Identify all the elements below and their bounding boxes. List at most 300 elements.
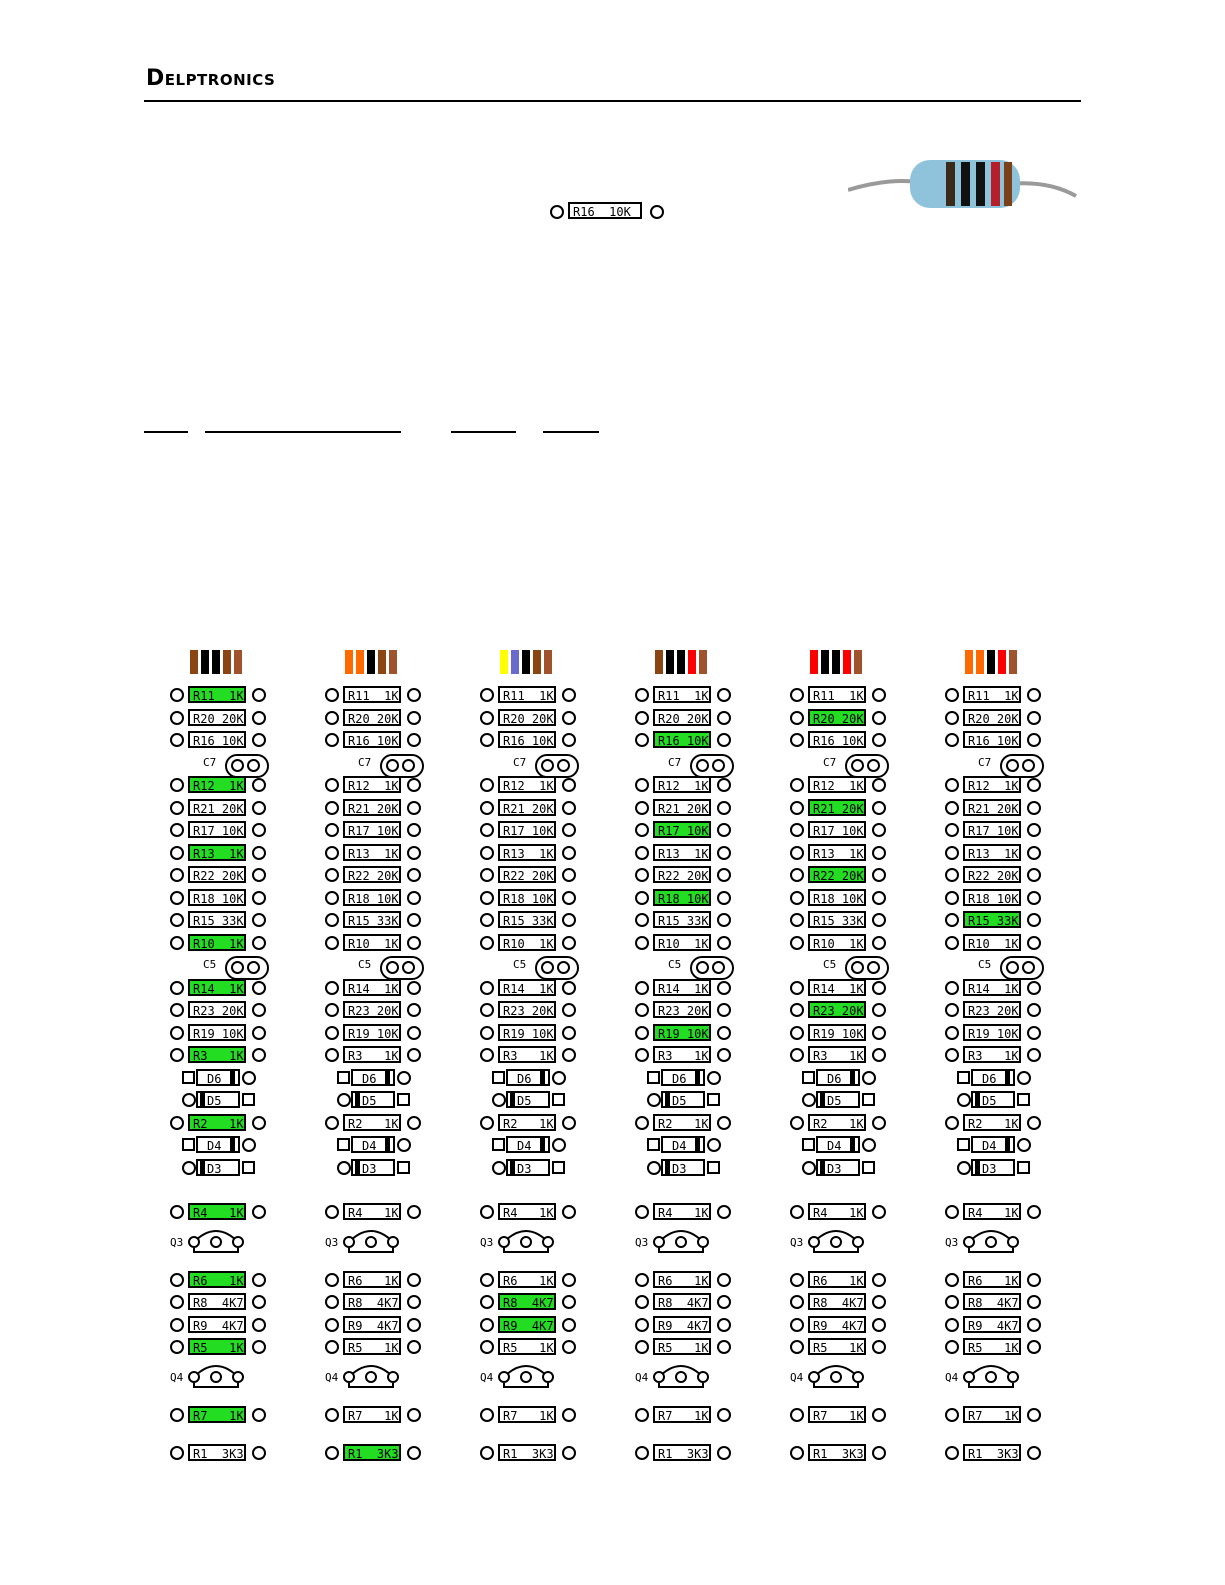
pad xyxy=(1027,733,1041,747)
pad xyxy=(252,891,266,905)
pad xyxy=(252,1318,266,1332)
pad xyxy=(562,1048,576,1062)
pad xyxy=(717,981,731,995)
resistor-label: R19 10K xyxy=(343,1024,401,1041)
resistor-R9 xyxy=(790,1316,900,1336)
resistor-R8 xyxy=(325,1293,435,1313)
pad xyxy=(790,1205,804,1219)
resistor-R7 xyxy=(480,1406,590,1426)
resistor-label: R6 1K xyxy=(343,1271,401,1288)
pad xyxy=(872,1295,886,1309)
resistor-label: R14 1K xyxy=(808,979,866,996)
resistor-label: R22 20K xyxy=(343,866,401,883)
resistor-R22 xyxy=(945,866,1055,886)
resistor-R15 xyxy=(480,911,590,931)
pad xyxy=(790,891,804,905)
diode-cathode-bar xyxy=(230,1071,235,1084)
diode-pad xyxy=(862,1161,875,1174)
resistor-label: R6 1K xyxy=(653,1271,711,1288)
diode-label: D4 xyxy=(816,1136,860,1153)
capacitor-outline xyxy=(1000,956,1044,980)
diode-pad xyxy=(647,1071,660,1084)
transistor-flat xyxy=(659,1383,703,1387)
pad xyxy=(480,1318,494,1332)
resistor-R8 xyxy=(945,1293,1055,1313)
pad xyxy=(252,1446,266,1460)
color-band xyxy=(677,650,685,674)
resistor-R8 xyxy=(790,1293,900,1313)
color-bands xyxy=(965,650,1017,674)
pad xyxy=(1027,801,1041,815)
pad xyxy=(562,1026,576,1040)
capacitor-outline xyxy=(225,956,269,980)
pad xyxy=(872,1026,886,1040)
resistor-label: R9 4K7 xyxy=(963,1316,1021,1333)
pad xyxy=(480,981,494,995)
resistor-label: R8 4K7 xyxy=(808,1293,866,1310)
resistor-R10 xyxy=(325,934,435,954)
resistor-label: R22 20K xyxy=(808,866,866,883)
transistor-pin xyxy=(233,1237,243,1247)
pad xyxy=(872,1318,886,1332)
diode-D3 xyxy=(635,1159,745,1179)
pad xyxy=(325,1295,339,1309)
pad xyxy=(945,733,959,747)
diode-cathode-bar xyxy=(820,1161,825,1174)
diode-label: D4 xyxy=(506,1136,550,1153)
pad xyxy=(325,1116,339,1130)
capacitor-pad xyxy=(867,961,880,974)
pad xyxy=(562,801,576,815)
transistor-Q3 xyxy=(945,1226,1055,1266)
column-3 xyxy=(480,650,600,1470)
resistor-R20 xyxy=(170,709,280,729)
pad xyxy=(790,801,804,815)
transistor-pin xyxy=(388,1237,398,1247)
transistor-outline xyxy=(494,1355,574,1395)
resistor-label: R16 10K xyxy=(653,731,711,748)
pad xyxy=(1027,1446,1041,1460)
resistor-R14 xyxy=(480,979,590,999)
transistor-pin xyxy=(853,1237,863,1247)
capacitor-C7 xyxy=(480,754,590,774)
resistor-R23 xyxy=(325,1001,435,1021)
capacitor-C5 xyxy=(945,956,1055,976)
transistor-pin xyxy=(521,1237,531,1247)
resistor-label: R18 10K xyxy=(343,889,401,906)
column-1 xyxy=(170,650,290,1470)
pad xyxy=(480,1446,494,1460)
resistor-R13 xyxy=(480,844,590,864)
pad xyxy=(480,1408,494,1422)
transistor-label: Q4 xyxy=(170,1370,184,1384)
capacitor-label: C7 xyxy=(978,755,992,769)
pad xyxy=(945,891,959,905)
pad xyxy=(635,1446,649,1460)
transistor-flat xyxy=(194,1383,238,1387)
transistor-flat xyxy=(349,1248,393,1252)
resistor-R14 xyxy=(790,979,900,999)
resistor-R20 xyxy=(325,709,435,729)
color-band xyxy=(201,650,209,674)
resistor-R9 xyxy=(170,1316,280,1336)
resistor-label: R12 1K xyxy=(653,776,711,793)
pad xyxy=(407,1026,421,1040)
color-band xyxy=(190,650,198,674)
transistor-pin xyxy=(543,1372,553,1382)
pad xyxy=(945,801,959,815)
resistor-label: R14 1K xyxy=(963,979,1021,996)
pad xyxy=(170,688,184,702)
pad xyxy=(325,1340,339,1354)
capacitor-outline xyxy=(380,754,424,778)
pad xyxy=(1027,1318,1041,1332)
resistor-R14 xyxy=(170,979,280,999)
color-band xyxy=(1009,650,1017,674)
pad xyxy=(717,778,731,792)
pad xyxy=(717,823,731,837)
capacitor-outline xyxy=(225,754,269,778)
diode-label: D5 xyxy=(506,1091,550,1108)
color-band xyxy=(987,650,995,674)
pad xyxy=(945,936,959,950)
pad xyxy=(252,1273,266,1287)
resistor-label: R19 10K xyxy=(188,1024,246,1041)
resistor-label: R22 20K xyxy=(963,866,1021,883)
transistor-pin xyxy=(986,1237,996,1247)
resistor-label: R13 1K xyxy=(963,844,1021,861)
resistor-R14 xyxy=(945,979,1055,999)
pad xyxy=(252,823,266,837)
transistor-flat xyxy=(969,1383,1013,1387)
pad xyxy=(562,846,576,860)
color-band xyxy=(821,650,829,674)
resistor-R2 xyxy=(790,1114,900,1134)
resistor-label: R13 1K xyxy=(498,844,556,861)
pad xyxy=(252,1205,266,1219)
color-band xyxy=(843,650,851,674)
resistor-label: R16 10K xyxy=(808,731,866,748)
transistor-pin xyxy=(676,1372,686,1382)
pad xyxy=(945,1048,959,1062)
pad xyxy=(945,823,959,837)
resistor-label: R11 1K xyxy=(498,686,556,703)
transistor-flat xyxy=(814,1248,858,1252)
pad xyxy=(635,778,649,792)
pad xyxy=(635,801,649,815)
resistor-label: R11 1K xyxy=(343,686,401,703)
diode-label: D4 xyxy=(351,1136,395,1153)
diode-cathode-bar xyxy=(510,1161,515,1174)
transistor-pin xyxy=(1008,1372,1018,1382)
resistor-label: R11 1K xyxy=(188,686,246,703)
resistor-R9 xyxy=(325,1316,435,1336)
diode-label: D6 xyxy=(816,1069,860,1086)
pad xyxy=(562,778,576,792)
resistor-R19 xyxy=(635,1024,745,1044)
pad xyxy=(562,688,576,702)
diode-pad xyxy=(802,1161,816,1175)
resistor-label: R18 10K xyxy=(653,889,711,906)
pad xyxy=(252,1048,266,1062)
pad xyxy=(872,1205,886,1219)
resistor-label: R19 10K xyxy=(653,1024,711,1041)
capacitor-label: C5 xyxy=(203,958,217,971)
resistor-R6 xyxy=(170,1271,280,1291)
resistor-label: R20 20K xyxy=(188,709,246,726)
resistor-label: R8 4K7 xyxy=(653,1293,711,1310)
resistor-label: R17 10K xyxy=(498,821,556,838)
resistor-label: R9 4K7 xyxy=(498,1316,556,1333)
color-band xyxy=(976,650,984,674)
transistor-label: Q3 xyxy=(945,1235,959,1249)
resistor-R23 xyxy=(170,1001,280,1021)
resistor-R14 xyxy=(325,979,435,999)
resistor-R19 xyxy=(790,1024,900,1044)
pad xyxy=(407,823,421,837)
pad xyxy=(562,1408,576,1422)
pad xyxy=(1027,868,1041,882)
resistor-R16 xyxy=(635,731,745,751)
pad xyxy=(717,711,731,725)
resistor-R18 xyxy=(480,889,590,909)
diode-label: D6 xyxy=(506,1069,550,1086)
resistor-R7 xyxy=(325,1406,435,1426)
diode-pad xyxy=(1017,1093,1030,1106)
pad xyxy=(562,868,576,882)
pad xyxy=(325,1026,339,1040)
pad xyxy=(945,711,959,725)
capacitor-pad xyxy=(1006,759,1019,772)
resistor-label: R10 1K xyxy=(808,934,866,951)
pad xyxy=(945,1026,959,1040)
resistor-label: R9 4K7 xyxy=(343,1316,401,1333)
resistor-label: R10 1K xyxy=(343,934,401,951)
pad xyxy=(325,1048,339,1062)
resistor-R18 xyxy=(945,889,1055,909)
resistor-R3 xyxy=(945,1046,1055,1066)
pad xyxy=(252,936,266,950)
resistor-R10 xyxy=(945,934,1055,954)
capacitor-pad xyxy=(402,961,415,974)
capacitor-pad xyxy=(851,961,864,974)
resistor-label: R4 1K xyxy=(188,1203,246,1220)
resistor-label: R11 1K xyxy=(808,686,866,703)
color-band xyxy=(533,650,541,674)
transistor-pin xyxy=(831,1372,841,1382)
resistor-label: R3 1K xyxy=(188,1046,246,1063)
transistor-pin xyxy=(499,1237,509,1247)
resistor-label: R4 1K xyxy=(343,1203,401,1220)
pad xyxy=(945,1003,959,1017)
color-bands xyxy=(500,650,552,674)
diode-cathode-bar xyxy=(385,1071,390,1084)
pad xyxy=(872,1340,886,1354)
pad xyxy=(945,688,959,702)
transistor-flat xyxy=(504,1248,548,1252)
color-bands xyxy=(345,650,397,674)
color-bands xyxy=(655,650,707,674)
resistor-label: R23 20K xyxy=(963,1001,1021,1018)
pad xyxy=(945,981,959,995)
transistor-Q3 xyxy=(480,1226,590,1266)
transistor-Q4 xyxy=(325,1361,435,1401)
pad xyxy=(252,688,266,702)
resistor-R15 xyxy=(790,911,900,931)
resistor-R20 xyxy=(790,709,900,729)
resistor-label: R15 33K xyxy=(188,911,246,928)
resistor-label: R5 1K xyxy=(343,1338,401,1355)
diode-cathode-bar xyxy=(695,1138,700,1151)
pad xyxy=(872,913,886,927)
pad xyxy=(480,1273,494,1287)
resistor-label: R12 1K xyxy=(498,776,556,793)
resistor-label: R23 20K xyxy=(188,1001,246,1018)
pad xyxy=(170,1026,184,1040)
transistor-flat xyxy=(349,1383,393,1387)
pad xyxy=(1027,823,1041,837)
transistor-pin xyxy=(388,1372,398,1382)
pad xyxy=(790,1116,804,1130)
transistor-pin xyxy=(964,1237,974,1247)
transistor-outline xyxy=(649,1355,729,1395)
pad xyxy=(407,1408,421,1422)
capacitor-C7 xyxy=(945,754,1055,774)
pad xyxy=(635,846,649,860)
transistor-label: Q4 xyxy=(635,1370,649,1384)
pad xyxy=(252,711,266,725)
resistor-R1 xyxy=(170,1444,280,1464)
diode-D4 xyxy=(480,1136,590,1156)
diode-pad xyxy=(802,1138,815,1151)
resistor-label: R3 1K xyxy=(963,1046,1021,1063)
resistor-R6 xyxy=(635,1271,745,1291)
diode-pad xyxy=(647,1138,660,1151)
pad xyxy=(945,913,959,927)
capacitor-C5 xyxy=(635,956,745,976)
resistor-label: R4 1K xyxy=(653,1203,711,1220)
transistor-outline xyxy=(959,1220,1039,1260)
transistor-outline xyxy=(804,1355,884,1395)
pad xyxy=(635,981,649,995)
diode-pad xyxy=(397,1161,410,1174)
diode-label: D3 xyxy=(506,1159,550,1176)
pad xyxy=(170,868,184,882)
pad xyxy=(170,1003,184,1017)
pad xyxy=(407,1048,421,1062)
pad xyxy=(717,733,731,747)
diode-D3 xyxy=(170,1159,280,1179)
resistor-R18 xyxy=(325,889,435,909)
resistor-R22 xyxy=(480,866,590,886)
diode-pad xyxy=(707,1138,721,1152)
capacitor-C5 xyxy=(325,956,435,976)
pad xyxy=(562,913,576,927)
pad xyxy=(872,868,886,882)
resistor-R7 xyxy=(635,1406,745,1426)
pad xyxy=(325,891,339,905)
pad xyxy=(945,1446,959,1460)
transistor-pin xyxy=(366,1372,376,1382)
resistor-R12 xyxy=(635,776,745,796)
resistor-R8 xyxy=(170,1293,280,1313)
resistor-R13 xyxy=(790,844,900,864)
transistor-label: Q4 xyxy=(480,1370,494,1384)
resistor-R2 xyxy=(480,1114,590,1134)
capacitor-label: C5 xyxy=(823,958,837,971)
pad xyxy=(480,688,494,702)
diode-cathode-bar xyxy=(540,1138,545,1151)
pad xyxy=(252,1340,266,1354)
diode-pad xyxy=(397,1071,411,1085)
pad xyxy=(1027,1048,1041,1062)
transistor-flat xyxy=(504,1383,548,1387)
pad xyxy=(407,936,421,950)
pad xyxy=(480,1116,494,1130)
pad xyxy=(325,733,339,747)
pad xyxy=(635,936,649,950)
resistor-label: R5 1K xyxy=(188,1338,246,1355)
resistor-label: R20 20K xyxy=(653,709,711,726)
pad xyxy=(717,1273,731,1287)
resistor-R7 xyxy=(170,1406,280,1426)
diode-pad xyxy=(182,1161,196,1175)
diode-cathode-bar xyxy=(200,1161,205,1174)
pad xyxy=(407,868,421,882)
column-5 xyxy=(790,650,910,1470)
pad xyxy=(407,733,421,747)
pad xyxy=(635,1408,649,1422)
diode-pad xyxy=(862,1071,876,1085)
column-2 xyxy=(325,650,445,1470)
resistor-R3 xyxy=(480,1046,590,1066)
transistor-pin xyxy=(211,1372,221,1382)
diode-pad xyxy=(707,1071,721,1085)
pad xyxy=(717,1340,731,1354)
resistor-R15 xyxy=(325,911,435,931)
pad xyxy=(480,733,494,747)
transistor-pin xyxy=(654,1237,664,1247)
pad xyxy=(480,823,494,837)
resistor-label: R7 1K xyxy=(343,1406,401,1423)
pad xyxy=(717,846,731,860)
resistor-R13 xyxy=(635,844,745,864)
diode-pad xyxy=(647,1161,661,1175)
diode-D6 xyxy=(325,1069,435,1089)
resistor-R15 xyxy=(170,911,280,931)
resistor-label: R15 33K xyxy=(343,911,401,928)
diode-label: D3 xyxy=(971,1159,1015,1176)
transistor-outline xyxy=(339,1220,419,1260)
pad xyxy=(872,891,886,905)
pad xyxy=(252,1408,266,1422)
pad xyxy=(872,936,886,950)
pad xyxy=(325,1205,339,1219)
pad xyxy=(252,1026,266,1040)
transistor-outline xyxy=(649,1220,729,1260)
pad xyxy=(1027,936,1041,950)
diode-pad xyxy=(242,1138,256,1152)
resistor-label: R11 1K xyxy=(653,686,711,703)
resistor-label: R8 4K7 xyxy=(343,1293,401,1310)
color-band xyxy=(356,650,364,674)
pad xyxy=(717,891,731,905)
diode-pad xyxy=(552,1093,565,1106)
resistor-label: R7 1K xyxy=(188,1406,246,1423)
transistor-pin xyxy=(831,1237,841,1247)
capacitor-pad xyxy=(231,759,244,772)
capacitor-outline xyxy=(845,956,889,980)
